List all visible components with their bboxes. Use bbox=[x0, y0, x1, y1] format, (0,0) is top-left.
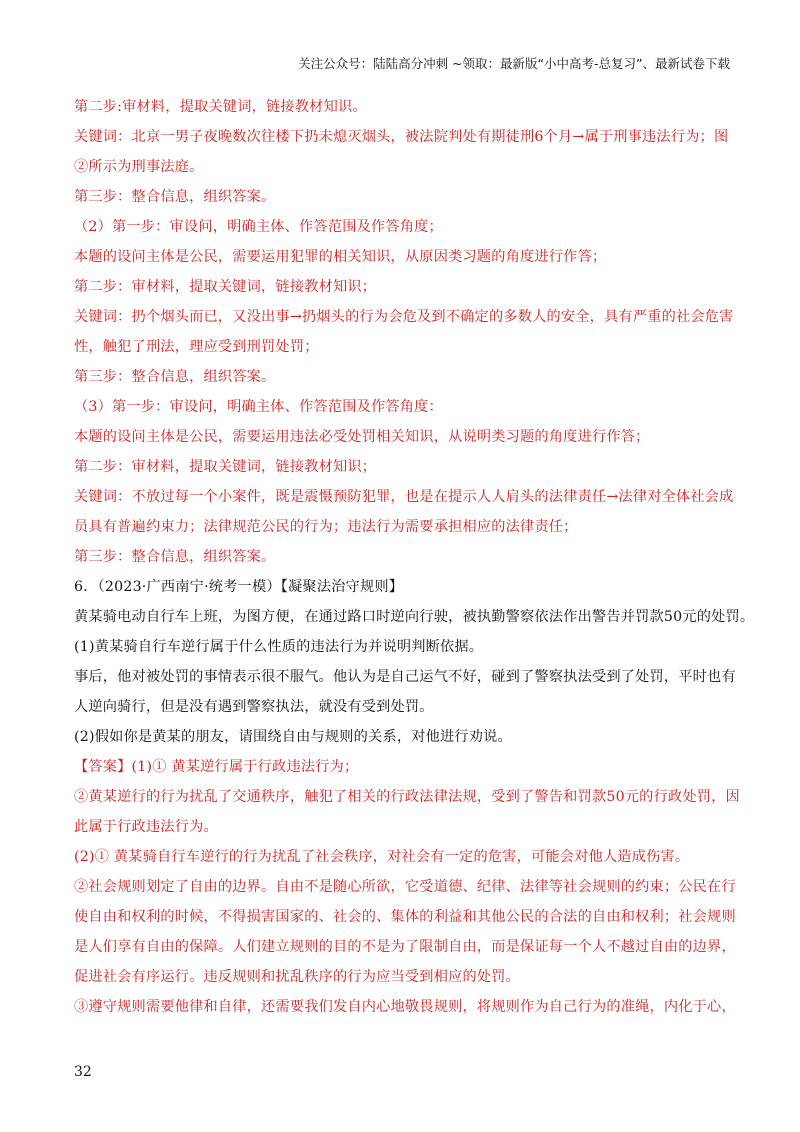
text-line: 关键词：不放过每一个小案件，既是震慑预防犯罪，也是在提示人人肩头的法律责任→法律对全体社会成 bbox=[74, 489, 734, 505]
question-part-2: (2)假如你是黄某的朋友，请围绕自由与规则的关系，对他进行劝说。 bbox=[74, 729, 512, 745]
question-material: 人逆向骑行，但是没有遇到警察执法，就没有受到处罚。 bbox=[74, 699, 434, 715]
question-heading: 6．（2023·广西南宁·统考一模）【凝聚法治守规则】 bbox=[74, 579, 404, 595]
answer-line: 使自由和权利的时候，不得损害国家的、社会的、集体的利益和其他公民的合法的自由和权利；社会规则 bbox=[74, 909, 736, 925]
text-line: 第二步：审材料，提取关键词，链接教材知识； bbox=[74, 459, 377, 475]
text-line: 员具有普遍约束力；法律规范公民的行为；违法行为需要承担相应的法律责任； bbox=[74, 519, 578, 535]
answer-line: 促进社会有序运行。违反规则和扰乱秩序的行为应当受到相应的处罚。 bbox=[74, 969, 521, 985]
text-line: 第三步：整合信息，组织答案。 bbox=[74, 369, 276, 385]
text-line: 第二步：审材料，提取关键词，链接教材知识； bbox=[74, 279, 377, 295]
text-line: 本题的设问主体是公民，需要运用违法必受处罚相关知识，从说明类习题的角度进行作答； bbox=[74, 429, 650, 445]
question-material: 黄某骑电动自行车上班，为图方便，在通过路口时逆向行驶，被执勤警察依法作出警告并罚款50元的处罚。 bbox=[74, 609, 755, 625]
page-number: 32 bbox=[74, 1064, 92, 1080]
text-line: （2）第一步：审设问，明确主体、作答范围及作答角度； bbox=[74, 219, 443, 235]
text-line: 关键词：北京一男子夜晚数次往楼下扔未熄灭烟头，被法院判处有期徒刑6个月→属于刑事违法行为；图 bbox=[74, 129, 729, 145]
question-material: 事后，他对被处罚的事情表示很不服气。他认为是自己运气不好，碰到了警察执法受到了处罚，平时也有 bbox=[74, 669, 736, 685]
answer-line: 此属于行政违法行为。 bbox=[74, 819, 218, 835]
page-header: 关注公众号：陆陆高分冲刺 ~领取：最新版“小中高考-总复习”、最新试卷下载 bbox=[298, 56, 730, 71]
text-line: 第三步：整合信息，组织答案。 bbox=[74, 189, 276, 205]
answer-line: (2)① 黄某骑自行车逆行的行为扰乱了社会秩序，对社会有一定的危害，可能会对他人造成伤害。 bbox=[74, 849, 690, 865]
answer-line: 是人们享有自由的保障。人们建立规则的目的不是为了限制自由，而是保证每一个人不越过自由的边界， bbox=[74, 939, 736, 955]
text-line: 本题的设问主体是公民，需要运用犯罪的相关知识，从原因类习题的角度进行作答； bbox=[74, 249, 607, 265]
text-line: 第三步：整合信息，组织答案。 bbox=[74, 549, 276, 565]
text-line: 关键词：扔个烟头而已，又没出事→扔烟头的行为会危及到不确定的多数人的安全，具有严重的社会危害 bbox=[74, 309, 734, 325]
question-part-1: (1)黄某骑自行车逆行属于什么性质的违法行为并说明判断依据。 bbox=[74, 639, 484, 655]
answer-line: ②社会规则划定了自由的边界。自由不是随心所欲，它受道德、纪律、法律等社会规则的约束；公民在行 bbox=[74, 879, 736, 895]
page-body bbox=[74, 92, 755, 1022]
answer-line: ②黄某逆行的行为扰乱了交通秩序，触犯了相关的行政法律法规，受到了警告和罚款50元的行政处罚，因 bbox=[74, 789, 740, 805]
answer-line: ③遵守规则需要他律和自律，还需要我们发自内心地敬畏规则，将规则作为自己行为的准绳，内化于心， bbox=[74, 999, 736, 1015]
text-line: 第二步:审材料，提取关键词，链接教材知识。 bbox=[74, 99, 367, 115]
text-line: （3）第一步：审设问，明确主体、作答范围及作答角度： bbox=[74, 399, 443, 415]
text-line: 性，触犯了刑法，理应受到刑罚处罚； bbox=[74, 339, 319, 355]
text-line: ②所示为刑事法庭。 bbox=[74, 159, 204, 175]
answer-line: 【答案】(1)① 黄某逆行属于行政违法行为； bbox=[74, 759, 359, 775]
